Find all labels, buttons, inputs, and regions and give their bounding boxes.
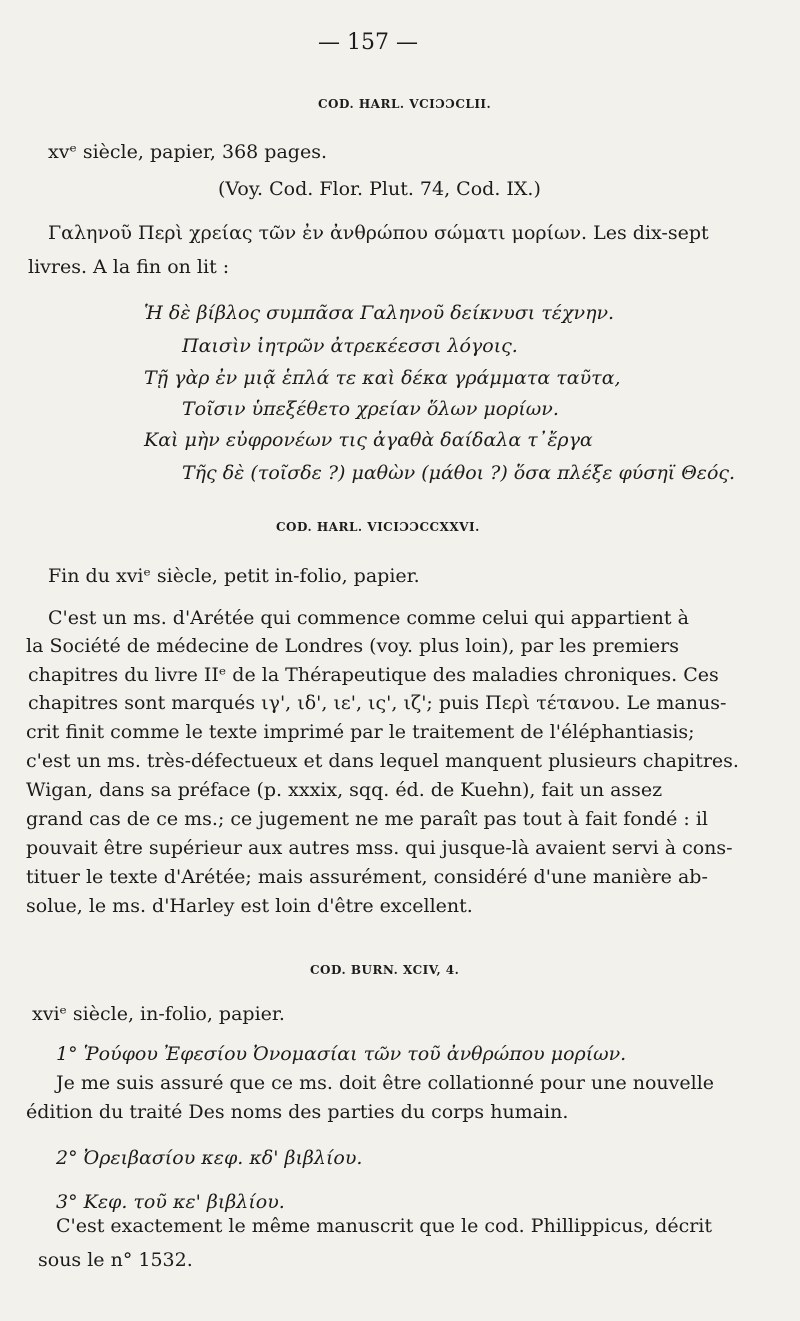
section-heading-burn-xciv: COD. BURN. XCIV, 4. [310,963,460,977]
section-meta: Fin du xviᵉ siècle, petit in-folio, papier. [48,565,420,587]
manuscript-item-1: 1° Ῥούφου Ἐφεσίου Ὀνομασίαι τῶν τοῦ ἀνθρώπου μορίων. [56,1043,627,1065]
paragraph-line: C'est un ms. d'Arétée qui commence comme celui qui appartient à [48,607,689,629]
paragraph-line: édition du traité Des noms des parties du corps humain. [26,1101,569,1123]
paragraph-line: chapitres sont marqués ιγ', ιδ', ιε', ις', ιζ'; puis Περὶ τέτανου. Le manus- [28,692,727,714]
manuscript-item-3: 3° Κεφ. τοῦ κε' βιβλίου. [56,1191,285,1213]
paragraph-line: crit finit comme le texte imprimé par le traitement de l'éléphantiasis; [26,721,695,743]
section-heading-harl-vcidclii: COD. HARL. VCIƆƆCLII. [318,97,492,111]
section-meta: xvᵉ siècle, papier, 368 pages. [48,141,327,163]
section-reference: (Voy. Cod. Flor. Plut. 74, Cod. IX.) [218,178,541,200]
paragraph-line: c'est un ms. très-défectueux et dans lequel manquent plusieurs chapitres. [26,750,739,772]
paragraph-line: chapitres du livre IIᵉ de la Thérapeutique des maladies chroniques. Ces [28,664,719,686]
paragraph-line: solue, le ms. d'Harley est loin d'être excellent. [26,895,473,917]
greek-verse: Τῇ γὰρ ἐν μιᾷ ἑπλά τε καὶ δέκα γράμματα ταῦτα, [144,367,621,389]
greek-verse: Τοῖσιν ὑπεξέθετο χρείαν ὅλων μορίων. [182,398,559,420]
paragraph-line: Wigan, dans sa préface (p. xxxix, sqq. éd. de Kuehn), fait un assez [26,779,663,801]
paragraph-line: pouvait être supérieur aux autres mss. qui jusque-là avaient servi à cons- [26,837,733,859]
paragraph-line: tituer le texte d'Arétée; mais assurément, considéré d'une manière ab- [26,866,708,888]
greek-verse: Καὶ μὴν εὐφρονέων τις ἀγαθὰ δαίδαλα τ᾽ἔργα [144,429,593,451]
greek-verse: Ἡ δὲ βίβλος συμπᾶσα Γαληνοῦ δείκνυσι τέχνην. [144,302,615,324]
greek-verse: Παισὶν ἰητρῶν ἀτρεκέεσσι λόγοις. [182,335,518,357]
paragraph-line: la Société de médecine de Londres (voy. plus loin), par les premiers [26,635,679,657]
paragraph-line: sous le n° 1532. [38,1249,193,1271]
section-heading-harl-vicidccxxvi: COD. HARL. VICIƆƆCCXXVI. [276,520,480,534]
manuscript-item-2: 2° Ὀρειβασίου κεφ. κδ' βιβλίου. [56,1147,363,1169]
paragraph-line: C'est exactement le même manuscrit que le cod. Phillippicus, décrit [56,1215,713,1237]
page-number: — 157 — [318,30,418,55]
galen-title-line-2: livres. A la fin on lit : [28,256,230,278]
paragraph-line: Je me suis assuré que ce ms. doit être collationné pour une nouvelle [56,1072,715,1094]
galen-title-line: Γαληνοῦ Περὶ χρείας τῶν ἐν ἀνθρώπου σώματι μορίων. Les dix-sept [48,222,709,244]
paragraph-line: grand cas de ce ms.; ce jugement ne me paraît pas tout à fait fondé : il [26,808,708,830]
section-meta: xviᵉ siècle, in-folio, papier. [32,1003,285,1025]
greek-verse: Τῆς δὲ (τοῖσδε ?) μαθὼν (μάθοι ?) ὅσα πλέξε φύσηϊ Θεός. [182,462,736,484]
